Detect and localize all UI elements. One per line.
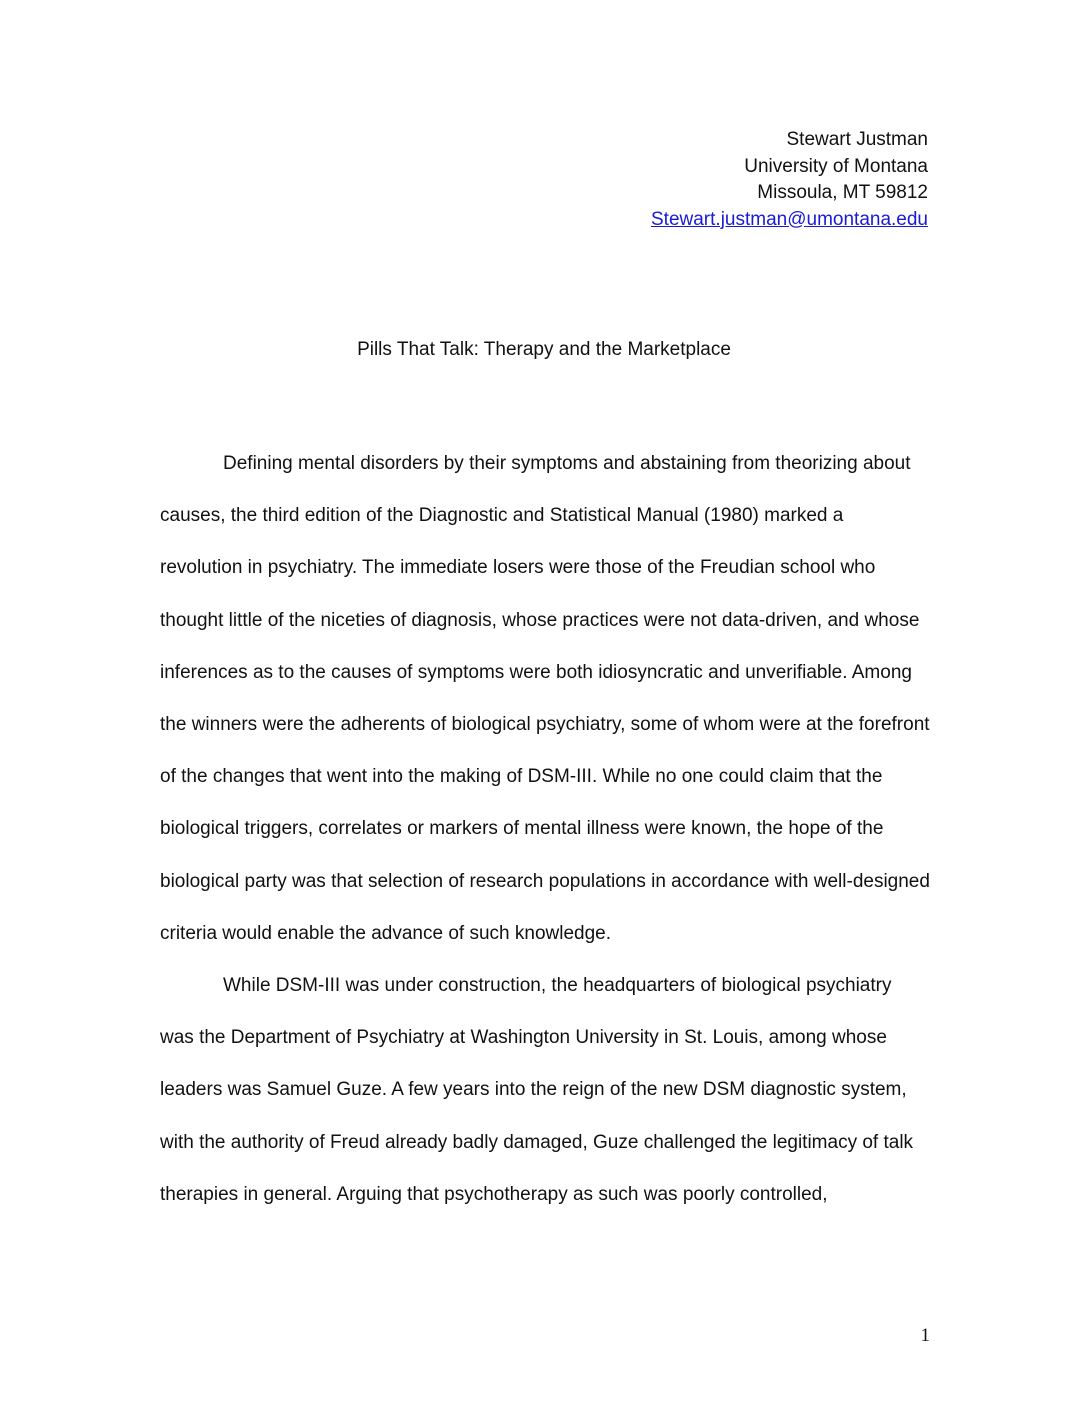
paragraph: While DSM-III was under construction, the headquarters of biological psychiatry was the Department of Psychiatry at Washington University in St. Louis, among whose leaders was Samuel Guze. A few years into the reign of the new DSM diagnostic system, with the authority of Freud already badly damaged, Guze challenged the legitimacy of talk therapies in general. Arguing that psychotherapy as such was poorly controlled, (160, 975, 914, 1205)
paragraph: Defining mental disorders by their symptoms and abstaining from theorizing about causes, the third edition of the Diagnostic and Statistical Manual (1980) marked a revolution in psychiatry. The immediate losers were those of the Freudian school who thought little of the niceties of diagnosis, whose practices were not data-driven, and whose inferences as to the causes of symptoms were both idiosyncratic and unverifiable. Among the winners were the adherents of biological psychiatry, some of whom were at the forefront of the changes that went into the making of DSM-III. While no one could claim that the biological triggers, correlates or markers of mental illness were known, the hope of the biological party was that selection of research populations in accordance with well-designed criteria would enable the advance of such knowledge. (160, 453, 930, 944)
body-text (160, 438, 930, 1221)
author-institution: University of Montana (744, 155, 928, 177)
author-address: Missoula, MT 59812 (757, 182, 928, 203)
author-block (651, 127, 928, 233)
author-email-link[interactable]: Stewart.justman@umontana.edu (651, 208, 928, 230)
author-name: Stewart Justman (786, 129, 928, 150)
page-number: 1 (920, 1325, 930, 1346)
document-title: Pills That Talk: Therapy and the Marketplace (357, 339, 731, 360)
